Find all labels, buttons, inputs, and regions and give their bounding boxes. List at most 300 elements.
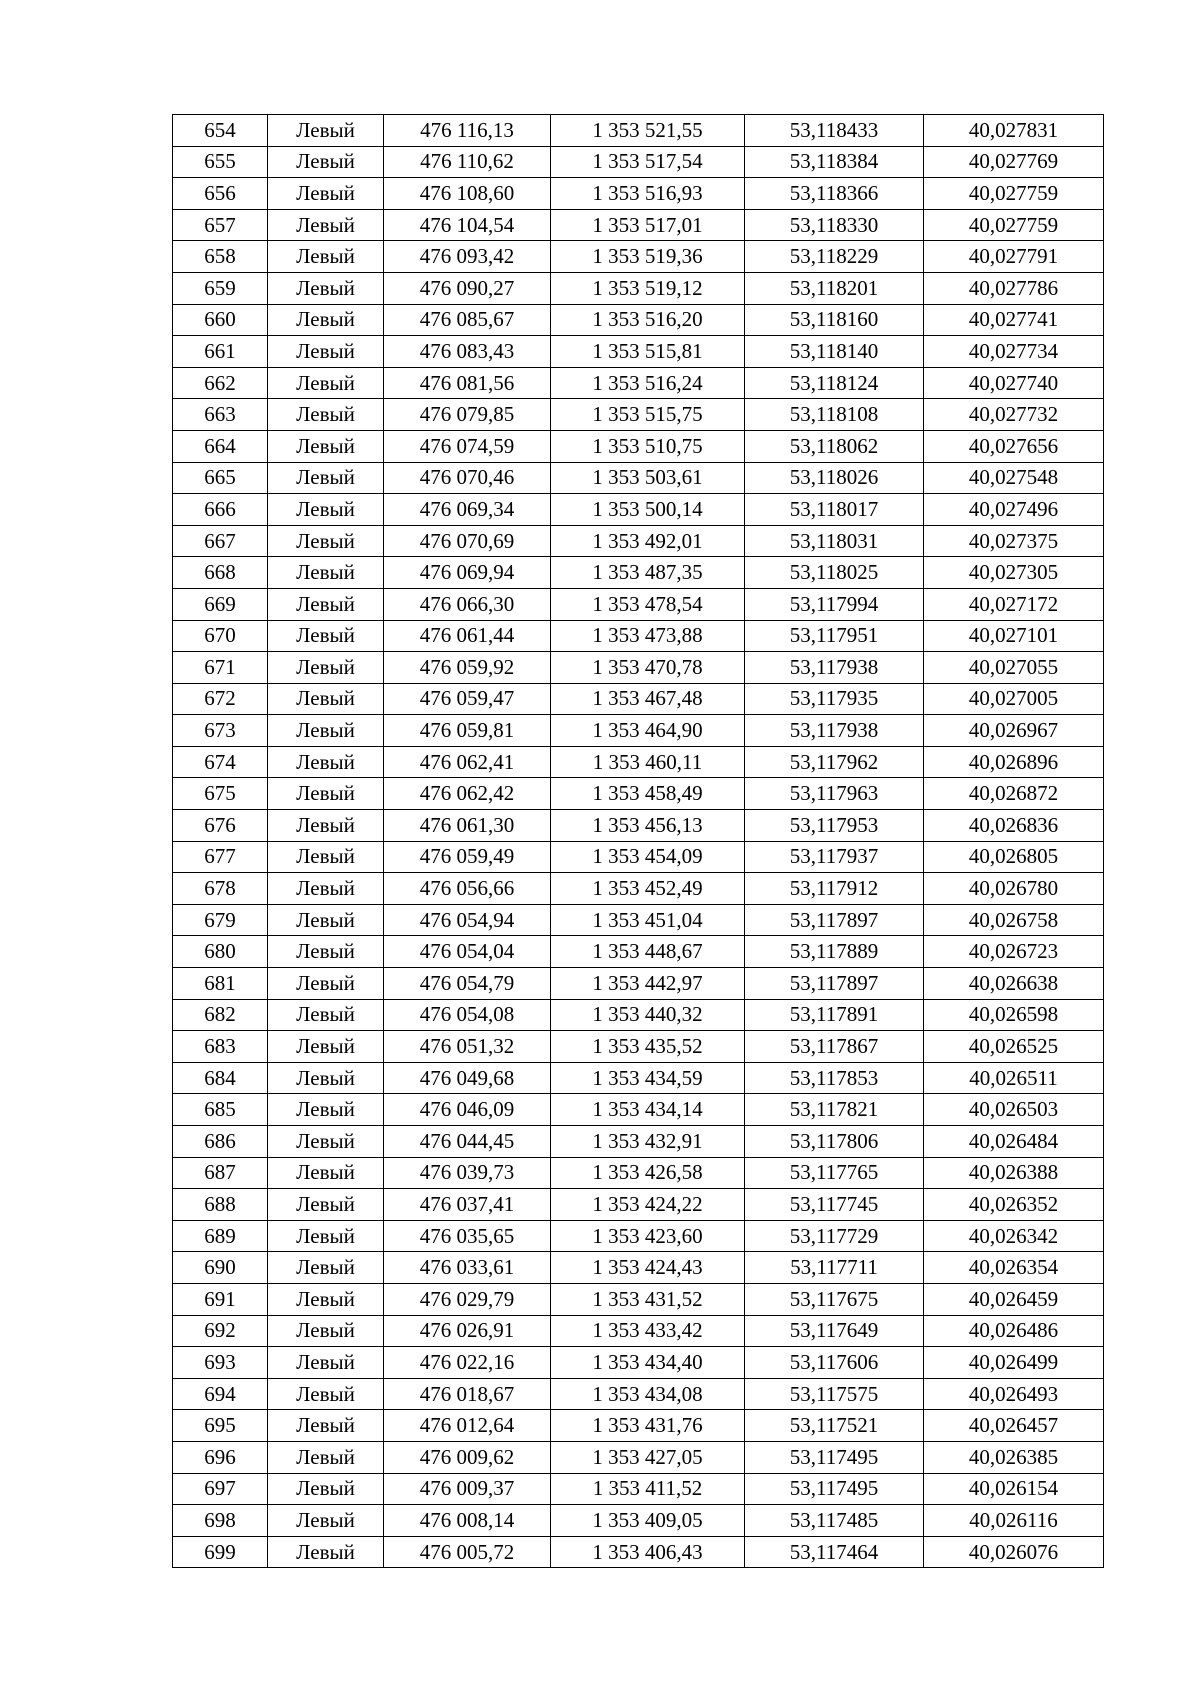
point-number-cell: 655 <box>173 146 268 178</box>
x-coordinate-cell: 476 108,60 <box>384 178 551 210</box>
x-coordinate-cell: 476 059,92 <box>384 652 551 684</box>
point-number-cell: 684 <box>173 1062 268 1094</box>
x-coordinate-cell: 476 018,67 <box>384 1378 551 1410</box>
latitude-cell: 53,117495 <box>745 1441 924 1473</box>
side-cell: Левый <box>268 146 384 178</box>
point-number-cell: 660 <box>173 304 268 336</box>
table-row <box>173 1157 1104 1189</box>
point-number-cell: 664 <box>173 430 268 462</box>
longitude-cell: 40,026484 <box>924 1126 1104 1158</box>
longitude-cell: 40,026116 <box>924 1505 1104 1537</box>
latitude-cell: 53,117575 <box>745 1378 924 1410</box>
point-number-cell: 671 <box>173 652 268 684</box>
side-cell: Левый <box>268 873 384 905</box>
y-coordinate-cell: 1 353 431,52 <box>551 1283 745 1315</box>
side-cell: Левый <box>268 241 384 273</box>
x-coordinate-cell: 476 046,09 <box>384 1094 551 1126</box>
latitude-cell: 53,117806 <box>745 1126 924 1158</box>
y-coordinate-cell: 1 353 517,54 <box>551 146 745 178</box>
x-coordinate-cell: 476 079,85 <box>384 399 551 431</box>
y-coordinate-cell: 1 353 478,54 <box>551 588 745 620</box>
longitude-cell: 40,026598 <box>924 999 1104 1031</box>
side-cell: Левый <box>268 304 384 336</box>
y-coordinate-cell: 1 353 516,20 <box>551 304 745 336</box>
longitude-cell: 40,027305 <box>924 557 1104 589</box>
x-coordinate-cell: 476 039,73 <box>384 1157 551 1189</box>
point-number-cell: 658 <box>173 241 268 273</box>
table-row <box>173 178 1104 210</box>
x-coordinate-cell: 476 033,61 <box>384 1252 551 1284</box>
longitude-cell: 40,027734 <box>924 336 1104 368</box>
point-number-cell: 685 <box>173 1094 268 1126</box>
x-coordinate-cell: 476 059,49 <box>384 841 551 873</box>
side-cell: Левый <box>268 1315 384 1347</box>
table-row <box>173 1536 1104 1568</box>
latitude-cell: 53,117464 <box>745 1536 924 1568</box>
table-row <box>173 1252 1104 1284</box>
latitude-cell: 53,118031 <box>745 525 924 557</box>
table-row <box>173 715 1104 747</box>
table-row <box>173 746 1104 778</box>
point-number-cell: 677 <box>173 841 268 873</box>
coordinates-table <box>172 114 1104 1568</box>
point-number-cell: 695 <box>173 1410 268 1442</box>
table-row <box>173 557 1104 589</box>
side-cell: Левый <box>268 1220 384 1252</box>
y-coordinate-cell: 1 353 424,43 <box>551 1252 745 1284</box>
longitude-cell: 40,026457 <box>924 1410 1104 1442</box>
point-number-cell: 694 <box>173 1378 268 1410</box>
y-coordinate-cell: 1 353 492,01 <box>551 525 745 557</box>
latitude-cell: 53,118124 <box>745 367 924 399</box>
y-coordinate-cell: 1 353 521,55 <box>551 115 745 147</box>
latitude-cell: 53,117912 <box>745 873 924 905</box>
y-coordinate-cell: 1 353 515,81 <box>551 336 745 368</box>
table-row <box>173 430 1104 462</box>
longitude-cell: 40,026525 <box>924 1031 1104 1063</box>
coordinates-table-body <box>173 115 1104 1568</box>
side-cell: Левый <box>268 462 384 494</box>
side-cell: Левый <box>268 904 384 936</box>
table-row <box>173 146 1104 178</box>
side-cell: Левый <box>268 1378 384 1410</box>
y-coordinate-cell: 1 353 452,49 <box>551 873 745 905</box>
x-coordinate-cell: 476 037,41 <box>384 1189 551 1221</box>
point-number-cell: 667 <box>173 525 268 557</box>
side-cell: Левый <box>268 1031 384 1063</box>
latitude-cell: 53,117938 <box>745 652 924 684</box>
y-coordinate-cell: 1 353 473,88 <box>551 620 745 652</box>
table-row <box>173 462 1104 494</box>
longitude-cell: 40,026076 <box>924 1536 1104 1568</box>
table-row <box>173 1126 1104 1158</box>
longitude-cell: 40,026388 <box>924 1157 1104 1189</box>
latitude-cell: 53,117485 <box>745 1505 924 1537</box>
longitude-cell: 40,027741 <box>924 304 1104 336</box>
x-coordinate-cell: 476 059,47 <box>384 683 551 715</box>
x-coordinate-cell: 476 022,16 <box>384 1347 551 1379</box>
point-number-cell: 692 <box>173 1315 268 1347</box>
table-row <box>173 1441 1104 1473</box>
longitude-cell: 40,026511 <box>924 1062 1104 1094</box>
latitude-cell: 53,118017 <box>745 494 924 526</box>
longitude-cell: 40,026354 <box>924 1252 1104 1284</box>
point-number-cell: 689 <box>173 1220 268 1252</box>
latitude-cell: 53,117729 <box>745 1220 924 1252</box>
point-number-cell: 686 <box>173 1126 268 1158</box>
x-coordinate-cell: 476 085,67 <box>384 304 551 336</box>
side-cell: Левый <box>268 1062 384 1094</box>
x-coordinate-cell: 476 026,91 <box>384 1315 551 1347</box>
x-coordinate-cell: 476 012,64 <box>384 1410 551 1442</box>
longitude-cell: 40,026499 <box>924 1347 1104 1379</box>
side-cell: Левый <box>268 430 384 462</box>
side-cell: Левый <box>268 746 384 778</box>
x-coordinate-cell: 476 029,79 <box>384 1283 551 1315</box>
x-coordinate-cell: 476 070,46 <box>384 462 551 494</box>
y-coordinate-cell: 1 353 440,32 <box>551 999 745 1031</box>
y-coordinate-cell: 1 353 434,40 <box>551 1347 745 1379</box>
x-coordinate-cell: 476 054,08 <box>384 999 551 1031</box>
y-coordinate-cell: 1 353 406,43 <box>551 1536 745 1568</box>
latitude-cell: 53,117935 <box>745 683 924 715</box>
y-coordinate-cell: 1 353 431,76 <box>551 1410 745 1442</box>
point-number-cell: 670 <box>173 620 268 652</box>
table-row <box>173 588 1104 620</box>
longitude-cell: 40,027759 <box>924 178 1104 210</box>
side-cell: Левый <box>268 494 384 526</box>
y-coordinate-cell: 1 353 442,97 <box>551 968 745 1000</box>
latitude-cell: 53,117853 <box>745 1062 924 1094</box>
y-coordinate-cell: 1 353 460,11 <box>551 746 745 778</box>
side-cell: Левый <box>268 272 384 304</box>
table-row <box>173 209 1104 241</box>
side-cell: Левый <box>268 620 384 652</box>
side-cell: Левый <box>268 841 384 873</box>
point-number-cell: 680 <box>173 936 268 968</box>
latitude-cell: 53,117867 <box>745 1031 924 1063</box>
table-row <box>173 841 1104 873</box>
side-cell: Левый <box>268 336 384 368</box>
x-coordinate-cell: 476 104,54 <box>384 209 551 241</box>
y-coordinate-cell: 1 353 409,05 <box>551 1505 745 1537</box>
point-number-cell: 693 <box>173 1347 268 1379</box>
table-row <box>173 873 1104 905</box>
x-coordinate-cell: 476 070,69 <box>384 525 551 557</box>
x-coordinate-cell: 476 093,42 <box>384 241 551 273</box>
longitude-cell: 40,027055 <box>924 652 1104 684</box>
point-number-cell: 683 <box>173 1031 268 1063</box>
table-row <box>173 778 1104 810</box>
side-cell: Левый <box>268 778 384 810</box>
latitude-cell: 53,117745 <box>745 1189 924 1221</box>
side-cell: Левый <box>268 968 384 1000</box>
table-row <box>173 1410 1104 1442</box>
point-number-cell: 656 <box>173 178 268 210</box>
longitude-cell: 40,027375 <box>924 525 1104 557</box>
longitude-cell: 40,026758 <box>924 904 1104 936</box>
side-cell: Левый <box>268 1441 384 1473</box>
x-coordinate-cell: 476 069,94 <box>384 557 551 589</box>
table-row <box>173 1031 1104 1063</box>
x-coordinate-cell: 476 059,81 <box>384 715 551 747</box>
x-coordinate-cell: 476 054,94 <box>384 904 551 936</box>
latitude-cell: 53,117951 <box>745 620 924 652</box>
table-row <box>173 620 1104 652</box>
y-coordinate-cell: 1 353 467,48 <box>551 683 745 715</box>
y-coordinate-cell: 1 353 464,90 <box>551 715 745 747</box>
point-number-cell: 699 <box>173 1536 268 1568</box>
y-coordinate-cell: 1 353 434,08 <box>551 1378 745 1410</box>
longitude-cell: 40,027786 <box>924 272 1104 304</box>
side-cell: Левый <box>268 588 384 620</box>
longitude-cell: 40,026385 <box>924 1441 1104 1473</box>
latitude-cell: 53,118229 <box>745 241 924 273</box>
longitude-cell: 40,026486 <box>924 1315 1104 1347</box>
latitude-cell: 53,117821 <box>745 1094 924 1126</box>
point-number-cell: 668 <box>173 557 268 589</box>
point-number-cell: 687 <box>173 1157 268 1189</box>
y-coordinate-cell: 1 353 517,01 <box>551 209 745 241</box>
table-row <box>173 1094 1104 1126</box>
y-coordinate-cell: 1 353 435,52 <box>551 1031 745 1063</box>
x-coordinate-cell: 476 035,65 <box>384 1220 551 1252</box>
table-row <box>173 115 1104 147</box>
x-coordinate-cell: 476 090,27 <box>384 272 551 304</box>
y-coordinate-cell: 1 353 519,36 <box>551 241 745 273</box>
x-coordinate-cell: 476 054,79 <box>384 968 551 1000</box>
side-cell: Левый <box>268 1094 384 1126</box>
longitude-cell: 40,026896 <box>924 746 1104 778</box>
latitude-cell: 53,117675 <box>745 1283 924 1315</box>
table-row <box>173 1062 1104 1094</box>
y-coordinate-cell: 1 353 515,75 <box>551 399 745 431</box>
longitude-cell: 40,026493 <box>924 1378 1104 1410</box>
side-cell: Левый <box>268 715 384 747</box>
x-coordinate-cell: 476 049,68 <box>384 1062 551 1094</box>
y-coordinate-cell: 1 353 448,67 <box>551 936 745 968</box>
longitude-cell: 40,026780 <box>924 873 1104 905</box>
longitude-cell: 40,026872 <box>924 778 1104 810</box>
latitude-cell: 53,117962 <box>745 746 924 778</box>
y-coordinate-cell: 1 353 503,61 <box>551 462 745 494</box>
point-number-cell: 682 <box>173 999 268 1031</box>
side-cell: Левый <box>268 999 384 1031</box>
table-row <box>173 272 1104 304</box>
x-coordinate-cell: 476 056,66 <box>384 873 551 905</box>
x-coordinate-cell: 476 009,37 <box>384 1473 551 1505</box>
latitude-cell: 53,117711 <box>745 1252 924 1284</box>
latitude-cell: 53,117897 <box>745 968 924 1000</box>
latitude-cell: 53,118108 <box>745 399 924 431</box>
latitude-cell: 53,118433 <box>745 115 924 147</box>
side-cell: Левый <box>268 115 384 147</box>
table-row <box>173 525 1104 557</box>
y-coordinate-cell: 1 353 432,91 <box>551 1126 745 1158</box>
latitude-cell: 53,117521 <box>745 1410 924 1442</box>
y-coordinate-cell: 1 353 424,22 <box>551 1189 745 1221</box>
x-coordinate-cell: 476 066,30 <box>384 588 551 620</box>
longitude-cell: 40,026638 <box>924 968 1104 1000</box>
table-row <box>173 810 1104 842</box>
y-coordinate-cell: 1 353 500,14 <box>551 494 745 526</box>
point-number-cell: 674 <box>173 746 268 778</box>
point-number-cell: 676 <box>173 810 268 842</box>
side-cell: Левый <box>268 557 384 589</box>
longitude-cell: 40,027831 <box>924 115 1104 147</box>
side-cell: Левый <box>268 1410 384 1442</box>
point-number-cell: 696 <box>173 1441 268 1473</box>
table-row <box>173 399 1104 431</box>
x-coordinate-cell: 476 008,14 <box>384 1505 551 1537</box>
x-coordinate-cell: 476 074,59 <box>384 430 551 462</box>
y-coordinate-cell: 1 353 434,14 <box>551 1094 745 1126</box>
latitude-cell: 53,117765 <box>745 1157 924 1189</box>
x-coordinate-cell: 476 062,42 <box>384 778 551 810</box>
point-number-cell: 697 <box>173 1473 268 1505</box>
side-cell: Левый <box>268 1252 384 1284</box>
latitude-cell: 53,117649 <box>745 1315 924 1347</box>
x-coordinate-cell: 476 083,43 <box>384 336 551 368</box>
longitude-cell: 40,027005 <box>924 683 1104 715</box>
longitude-cell: 40,026342 <box>924 1220 1104 1252</box>
table-row <box>173 683 1104 715</box>
y-coordinate-cell: 1 353 516,24 <box>551 367 745 399</box>
x-coordinate-cell: 476 051,32 <box>384 1031 551 1063</box>
y-coordinate-cell: 1 353 426,58 <box>551 1157 745 1189</box>
x-coordinate-cell: 476 062,41 <box>384 746 551 778</box>
table-row <box>173 1283 1104 1315</box>
point-number-cell: 681 <box>173 968 268 1000</box>
longitude-cell: 40,026805 <box>924 841 1104 873</box>
latitude-cell: 53,118025 <box>745 557 924 589</box>
point-number-cell: 662 <box>173 367 268 399</box>
y-coordinate-cell: 1 353 487,35 <box>551 557 745 589</box>
y-coordinate-cell: 1 353 458,49 <box>551 778 745 810</box>
point-number-cell: 688 <box>173 1189 268 1221</box>
point-number-cell: 672 <box>173 683 268 715</box>
y-coordinate-cell: 1 353 423,60 <box>551 1220 745 1252</box>
longitude-cell: 40,027769 <box>924 146 1104 178</box>
y-coordinate-cell: 1 353 433,42 <box>551 1315 745 1347</box>
longitude-cell: 40,027548 <box>924 462 1104 494</box>
longitude-cell: 40,027791 <box>924 241 1104 273</box>
side-cell: Левый <box>268 1189 384 1221</box>
side-cell: Левый <box>268 1126 384 1158</box>
longitude-cell: 40,027172 <box>924 588 1104 620</box>
point-number-cell: 678 <box>173 873 268 905</box>
latitude-cell: 53,118160 <box>745 304 924 336</box>
longitude-cell: 40,026967 <box>924 715 1104 747</box>
x-coordinate-cell: 476 069,34 <box>384 494 551 526</box>
x-coordinate-cell: 476 044,45 <box>384 1126 551 1158</box>
latitude-cell: 53,118140 <box>745 336 924 368</box>
y-coordinate-cell: 1 353 451,04 <box>551 904 745 936</box>
latitude-cell: 53,118201 <box>745 272 924 304</box>
latitude-cell: 53,118330 <box>745 209 924 241</box>
table-row <box>173 904 1104 936</box>
x-coordinate-cell: 476 081,56 <box>384 367 551 399</box>
longitude-cell: 40,026459 <box>924 1283 1104 1315</box>
side-cell: Левый <box>268 1473 384 1505</box>
latitude-cell: 53,117953 <box>745 810 924 842</box>
table-row <box>173 1189 1104 1221</box>
y-coordinate-cell: 1 353 519,12 <box>551 272 745 304</box>
table-row <box>173 494 1104 526</box>
table-row <box>173 652 1104 684</box>
table-row <box>173 999 1104 1031</box>
side-cell: Левый <box>268 178 384 210</box>
point-number-cell: 673 <box>173 715 268 747</box>
y-coordinate-cell: 1 353 434,59 <box>551 1062 745 1094</box>
latitude-cell: 53,117891 <box>745 999 924 1031</box>
x-coordinate-cell: 476 054,04 <box>384 936 551 968</box>
side-cell: Левый <box>268 1157 384 1189</box>
point-number-cell: 691 <box>173 1283 268 1315</box>
side-cell: Левый <box>268 209 384 241</box>
x-coordinate-cell: 476 061,44 <box>384 620 551 652</box>
latitude-cell: 53,117495 <box>745 1473 924 1505</box>
table-row <box>173 367 1104 399</box>
side-cell: Левый <box>268 936 384 968</box>
table-row <box>173 241 1104 273</box>
latitude-cell: 53,117606 <box>745 1347 924 1379</box>
side-cell: Левый <box>268 525 384 557</box>
point-number-cell: 665 <box>173 462 268 494</box>
longitude-cell: 40,027101 <box>924 620 1104 652</box>
point-number-cell: 675 <box>173 778 268 810</box>
side-cell: Левый <box>268 399 384 431</box>
latitude-cell: 53,117897 <box>745 904 924 936</box>
side-cell: Левый <box>268 1283 384 1315</box>
table-row <box>173 1220 1104 1252</box>
y-coordinate-cell: 1 353 456,13 <box>551 810 745 842</box>
side-cell: Левый <box>268 683 384 715</box>
longitude-cell: 40,026723 <box>924 936 1104 968</box>
side-cell: Левый <box>268 367 384 399</box>
point-number-cell: 659 <box>173 272 268 304</box>
table-row <box>173 1378 1104 1410</box>
longitude-cell: 40,027496 <box>924 494 1104 526</box>
table-row <box>173 304 1104 336</box>
latitude-cell: 53,117938 <box>745 715 924 747</box>
latitude-cell: 53,118062 <box>745 430 924 462</box>
point-number-cell: 679 <box>173 904 268 936</box>
point-number-cell: 698 <box>173 1505 268 1537</box>
longitude-cell: 40,027740 <box>924 367 1104 399</box>
y-coordinate-cell: 1 353 411,52 <box>551 1473 745 1505</box>
y-coordinate-cell: 1 353 454,09 <box>551 841 745 873</box>
latitude-cell: 53,118366 <box>745 178 924 210</box>
x-coordinate-cell: 476 061,30 <box>384 810 551 842</box>
x-coordinate-cell: 476 005,72 <box>384 1536 551 1568</box>
point-number-cell: 690 <box>173 1252 268 1284</box>
side-cell: Левый <box>268 1505 384 1537</box>
latitude-cell: 53,117994 <box>745 588 924 620</box>
x-coordinate-cell: 476 116,13 <box>384 115 551 147</box>
latitude-cell: 53,117963 <box>745 778 924 810</box>
table-row <box>173 1473 1104 1505</box>
point-number-cell: 663 <box>173 399 268 431</box>
y-coordinate-cell: 1 353 427,05 <box>551 1441 745 1473</box>
longitude-cell: 40,027732 <box>924 399 1104 431</box>
x-coordinate-cell: 476 110,62 <box>384 146 551 178</box>
longitude-cell: 40,027656 <box>924 430 1104 462</box>
latitude-cell: 53,117937 <box>745 841 924 873</box>
x-coordinate-cell: 476 009,62 <box>384 1441 551 1473</box>
side-cell: Левый <box>268 652 384 684</box>
point-number-cell: 669 <box>173 588 268 620</box>
